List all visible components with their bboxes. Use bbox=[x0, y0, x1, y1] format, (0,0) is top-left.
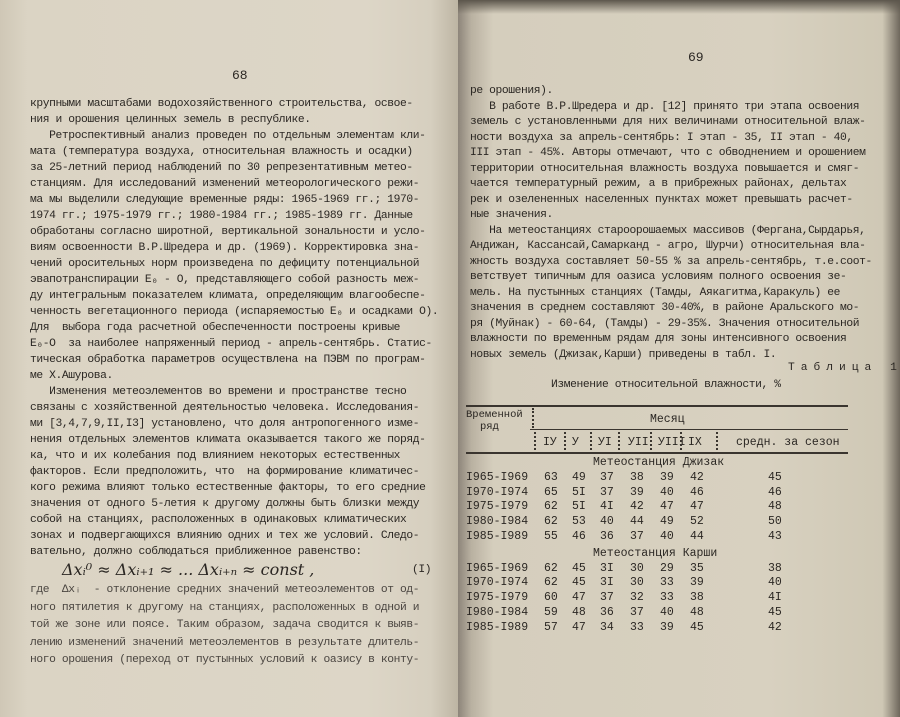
period-cell: I980-I984 bbox=[466, 515, 529, 529]
value-cell: 40 bbox=[768, 576, 782, 590]
value-cell: 39 bbox=[690, 576, 704, 590]
value-cell: 34 bbox=[600, 620, 614, 634]
value-cell: 4I bbox=[600, 500, 614, 514]
page-shadow bbox=[458, 0, 900, 14]
value-cell: 42 bbox=[630, 500, 644, 514]
value-cell: 38 bbox=[630, 470, 644, 484]
text-line: ря (Муйнак) - 60-64, (Тамды) - 29-35%. Значения относительной bbox=[470, 317, 860, 330]
value-cell: 62 bbox=[544, 561, 558, 575]
value-cell: 44 bbox=[690, 530, 704, 543]
text-line: нения отдельных элементов климата оказывается такого же поряд- bbox=[30, 434, 426, 446]
column-divider bbox=[618, 432, 620, 450]
column-header: IX bbox=[688, 436, 702, 449]
text-line: кого режима влияют только естественные факторы, то его средние bbox=[30, 482, 426, 494]
period-cell: I980-I984 bbox=[466, 606, 529, 619]
value-cell: 37 bbox=[600, 591, 614, 605]
text-line: лению изменений значений метеоэлементов в результате длитель- bbox=[30, 636, 420, 649]
text-line: чений оросительных норм произведена по дефициту потенциальной bbox=[30, 258, 420, 270]
period-cell: I970-I974 bbox=[466, 576, 529, 590]
text-line: обработаны согласно широтной, вертикальной зональности и усло- bbox=[30, 226, 426, 238]
text-line: ма мы выделили следующие временные ряды: 1965-1969 гг.; 1970- bbox=[30, 194, 420, 206]
text-line: мата (температура воздуха, относительная влажность и осадки) bbox=[30, 146, 413, 158]
value-cell: 46 bbox=[690, 485, 704, 499]
column-divider bbox=[564, 432, 566, 450]
text-line: новых земель (Джизак,Карши) приведены в табл. I. bbox=[470, 348, 777, 361]
value-cell: 33 bbox=[660, 576, 674, 590]
value-cell: 45 bbox=[768, 606, 782, 619]
period-cell: I975-I979 bbox=[466, 591, 529, 605]
value-cell: 33 bbox=[660, 591, 674, 605]
value-cell: 57 bbox=[544, 620, 558, 634]
text-line: ния и орошения целинных земель в республике. bbox=[30, 114, 311, 126]
value-cell: 33 bbox=[630, 620, 644, 634]
value-cell: 43 bbox=[768, 530, 782, 543]
text-line: чается температурный режим, а в прибрежных районах, дельтах bbox=[470, 178, 847, 190]
period-cell: I965-I969 bbox=[466, 561, 529, 575]
text-line: ности воздуха за апрель-сентябрь: I этап - 35, II этап - 40, bbox=[470, 131, 853, 144]
column-header: средн. за сезон bbox=[736, 436, 840, 449]
table-rule-header bbox=[466, 452, 848, 454]
value-cell: 45 bbox=[572, 576, 586, 590]
text-line: эвапотранспирации E₀ - O, представляющего собой разность меж- bbox=[30, 274, 420, 286]
text-line: связаны с хозяйственной деятельностью человека. Исследования- bbox=[30, 402, 420, 414]
value-cell: 37 bbox=[630, 530, 644, 543]
period-cell: I965-I969 bbox=[466, 470, 529, 484]
value-cell: 40 bbox=[600, 515, 614, 529]
value-cell: 46 bbox=[572, 530, 586, 543]
text-line: ного пятилетия к другому на станциях, расположенных в одной и bbox=[30, 601, 420, 614]
column-divider bbox=[716, 432, 718, 450]
value-cell: 47 bbox=[572, 620, 586, 634]
value-cell: 62 bbox=[544, 500, 558, 514]
header-period-1: Временной bbox=[466, 409, 523, 421]
value-cell: 52 bbox=[690, 515, 704, 529]
text-line: ветствует типичным для оазиса условиям полного освоения зе- bbox=[470, 271, 847, 283]
value-cell: 62 bbox=[544, 576, 558, 590]
text-line: ре орошения). bbox=[470, 85, 553, 97]
value-cell: 49 bbox=[572, 470, 586, 484]
value-cell: 39 bbox=[630, 485, 644, 499]
text-line: ме Х.Ашурова. bbox=[30, 370, 113, 382]
value-cell: 37 bbox=[600, 485, 614, 499]
value-cell: 38 bbox=[768, 561, 782, 575]
column-header: УII bbox=[628, 436, 649, 449]
text-line: ка, что и их колебания под влиянием некоторых естественных bbox=[30, 450, 400, 462]
period-cell: I970-I974 bbox=[466, 485, 529, 499]
text-line: станциям. Для исследований изменений метеорологического режи- bbox=[30, 178, 420, 190]
column-divider bbox=[680, 432, 682, 450]
value-cell: 46 bbox=[768, 485, 782, 499]
text-line: значения от одного 5-летия к другому должны быть близки между bbox=[30, 498, 420, 510]
text-line: собой на станциях, расположенных в одинаковых климатических bbox=[30, 514, 407, 526]
text-line: виям освоенности В.Р.Шредера и др. (1969). Корректировка зна- bbox=[30, 242, 420, 254]
text-line: вательно, должно соблюдаться приближенное равенство: bbox=[30, 546, 362, 558]
value-cell: 45 bbox=[690, 620, 704, 634]
column-header: УI bbox=[598, 436, 612, 449]
text-line: территории относительная влажность воздуха повышается и смяг- bbox=[470, 162, 860, 175]
column-divider bbox=[534, 432, 536, 450]
value-cell: 3I bbox=[600, 576, 614, 590]
right-page bbox=[458, 0, 900, 717]
column-divider bbox=[532, 408, 534, 428]
value-cell: 35 bbox=[690, 561, 704, 575]
text-line: В работе В.Р.Шредера и др. [12] принято три этапа освоения bbox=[470, 100, 860, 113]
text-line: ду интегральным показателем климата, определяющим влагообеспе- bbox=[30, 290, 426, 302]
table-rule-top bbox=[466, 405, 848, 407]
text-line: где Δxᵢ - отклонение средних значений метеоэлементов от од- bbox=[30, 584, 420, 596]
period-cell: I985-I989 bbox=[466, 620, 529, 634]
text-line: Ретроспективный анализ проведен по отдельным элементам кли- bbox=[30, 130, 426, 142]
equation-number: (I) bbox=[412, 564, 432, 576]
value-cell: 39 bbox=[660, 620, 674, 634]
text-line: E₀-O за наиболее напряженный период - апрель-сентябрь. Статис- bbox=[30, 338, 432, 350]
value-cell: 40 bbox=[660, 530, 674, 543]
value-cell: 45 bbox=[768, 470, 782, 484]
text-line: На метеостанциях староорошаемых массивов (Фергана,Сырдарья, bbox=[470, 224, 866, 237]
value-cell: 48 bbox=[690, 606, 704, 619]
period-cell: I985-I989 bbox=[466, 530, 529, 543]
value-cell: 38 bbox=[690, 591, 704, 605]
column-divider bbox=[650, 432, 652, 450]
value-cell: 30 bbox=[630, 561, 644, 575]
text-line: мель. На пустынных станциях (Тамды, Аякагитма,Каракуль) ее bbox=[470, 286, 840, 299]
value-cell: 44 bbox=[630, 515, 644, 529]
value-cell: 5I bbox=[572, 485, 586, 499]
value-cell: 47 bbox=[690, 500, 704, 514]
station-heading: Метеостанция Карши bbox=[593, 546, 718, 560]
value-cell: 5I bbox=[572, 500, 586, 514]
header-month: Месяц bbox=[650, 413, 685, 426]
value-cell: 30 bbox=[630, 576, 644, 590]
value-cell: 63 bbox=[544, 470, 558, 484]
value-cell: 47 bbox=[572, 591, 586, 605]
text-line: Для выбора года расчетной обеспеченности построены кривые bbox=[30, 322, 400, 334]
equation: Δxᵢ⁰ ≈ Δxᵢ₊₁ ≈ ... Δxᵢ₊ₙ ≈ const , bbox=[62, 560, 315, 579]
text-line: ченность вегетационного периода (испаряемостью E₀ и осадками O). bbox=[30, 306, 439, 318]
text-line: зонах и подвергающихся влиянию одних и тех же условий. Следо- bbox=[30, 530, 420, 542]
value-cell: 47 bbox=[660, 500, 674, 514]
value-cell: 36 bbox=[600, 530, 614, 543]
value-cell: 42 bbox=[690, 470, 704, 484]
text-line: жность воздуха составляет 50-55 % за апрель-сентябрь, т.е.соот- bbox=[470, 255, 872, 268]
value-cell: 3I bbox=[600, 561, 614, 575]
value-cell: 37 bbox=[600, 470, 614, 484]
text-line: тическая обработка параметров осуществлена на ПЭВМ по програм- bbox=[30, 354, 426, 366]
text-line: той же зоне или поясе. Таким образом, задача сводится к выяв- bbox=[30, 619, 420, 632]
column-header: IУ bbox=[543, 436, 557, 449]
column-header: У bbox=[572, 436, 579, 449]
text-line: значения в среднем составляют 30-40%, в районе Аральского мо- bbox=[470, 302, 860, 314]
page-number: 69 bbox=[688, 50, 704, 65]
header-period-2: ряд bbox=[480, 421, 499, 433]
text-line: III этап - 45%. Авторы отмечают, что с обводнением и орошением bbox=[470, 147, 866, 159]
text-line: влажности по временным рядам для зоны интенсивного освоения bbox=[470, 333, 847, 345]
value-cell: 65 bbox=[544, 485, 558, 499]
text-line: 1974 гг.; 1975-1979 гг.; 1980-1984 гг.; 1985-1989 гг. Данные bbox=[30, 210, 413, 222]
text-line: ми [3,4,7,9,II,I3] установлено, что доля антропогенного изме- bbox=[30, 418, 420, 430]
value-cell: 53 bbox=[572, 515, 586, 529]
value-cell: 49 bbox=[660, 515, 674, 529]
value-cell: 45 bbox=[572, 561, 586, 575]
value-cell: 48 bbox=[572, 606, 586, 619]
page-number: 68 bbox=[232, 68, 248, 83]
text-line: Изменения метеоэлементов во времени и пространстве тесно bbox=[30, 386, 407, 398]
text-line: за 25-летний период наблюдений по 30 репрезентативным метео- bbox=[30, 162, 413, 174]
value-cell: 48 bbox=[768, 500, 782, 514]
value-cell: 42 bbox=[768, 620, 782, 634]
text-line: факторов. Если предположить, что на формирование климатичес- bbox=[30, 466, 420, 478]
table-rule-mid bbox=[530, 429, 848, 430]
value-cell: 55 bbox=[544, 530, 558, 543]
value-cell: 60 bbox=[544, 591, 558, 605]
column-header: УIII bbox=[658, 436, 686, 449]
value-cell: 50 bbox=[768, 515, 782, 529]
value-cell: 36 bbox=[600, 606, 614, 619]
text-line: рек и озелененных населенных пунктах может превышать расчет- bbox=[470, 193, 853, 206]
station-heading: Метеостанция Джизак bbox=[593, 456, 725, 469]
value-cell: 32 bbox=[630, 591, 644, 605]
value-cell: 62 bbox=[544, 515, 558, 529]
table-label: Т а б л и ц а 1 bbox=[788, 362, 897, 374]
text-line: крупными масштабами водохозяйственного строительства, освое- bbox=[30, 98, 413, 110]
column-divider bbox=[590, 432, 592, 450]
value-cell: 40 bbox=[660, 606, 674, 619]
value-cell: 37 bbox=[630, 606, 644, 619]
text-line: земель с установленными для них величинами относительной влаж- bbox=[470, 116, 866, 128]
value-cell: 59 bbox=[544, 606, 558, 619]
period-cell: I975-I979 bbox=[466, 500, 529, 514]
value-cell: 29 bbox=[660, 561, 674, 575]
text-line: ного орошения (переход от пустынных условий к оазису в конту- bbox=[30, 654, 420, 667]
table-title: Изменение относительной влажности, % bbox=[551, 379, 781, 391]
value-cell: 39 bbox=[660, 470, 674, 484]
text-line: ные значения. bbox=[470, 209, 553, 221]
value-cell: 40 bbox=[660, 485, 674, 499]
text-line: Андижан, Кассансай,Самарканд - агро, Шурчи) относительная вла- bbox=[470, 240, 866, 252]
value-cell: 4I bbox=[768, 591, 782, 605]
